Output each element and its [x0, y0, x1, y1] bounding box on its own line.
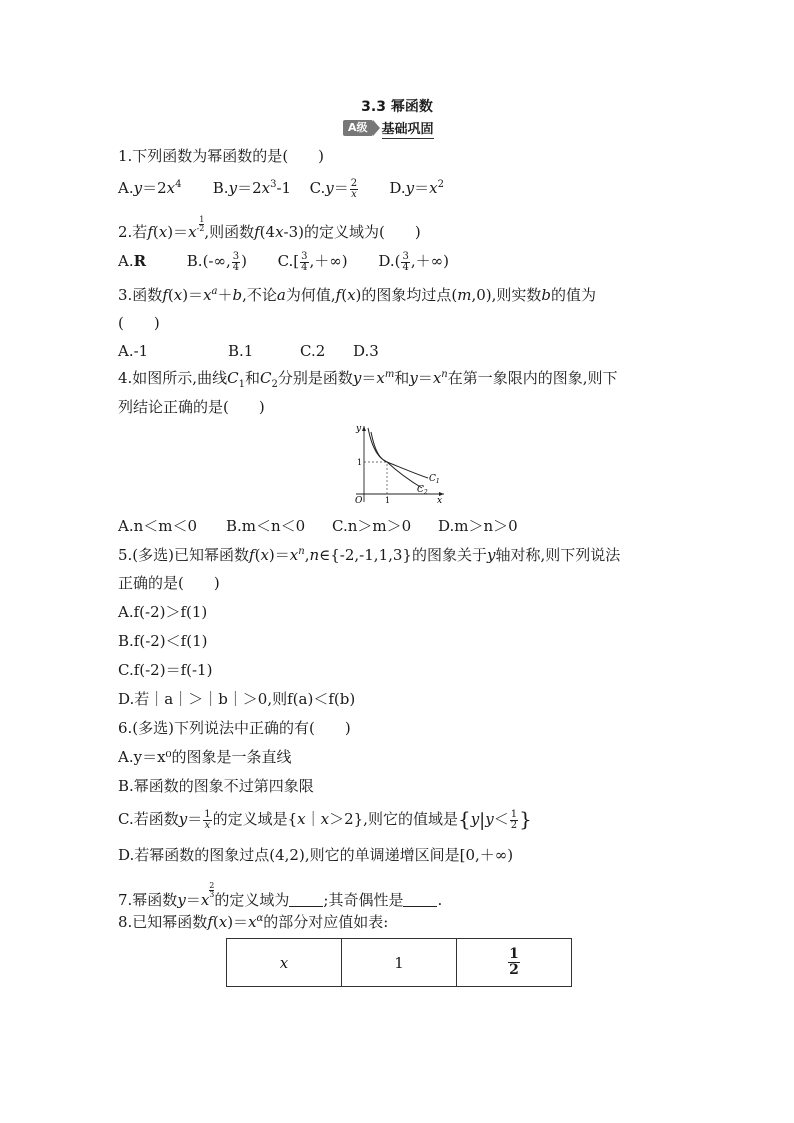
q5-option-b: B.f(-2)＜f(1) [118, 632, 208, 650]
q4-graph [350, 422, 446, 506]
q5-stem-line1: 5.(多选)已知幂函数$f(x)=x^n,n\in\{-2,-1,1,3\}$的图象关于y轴对称,则下列说法 [118, 546, 621, 564]
q6-stem: 6.(多选)下列说法中正确的有( ) [118, 719, 351, 737]
q3-options [118, 341, 379, 361]
section-title: 3.3 幂函数 [361, 99, 433, 115]
table-row [227, 939, 572, 987]
q7-stem: 7.幂函数y＝x $\frac{2}{3}$ 的定义域为 ;其奇偶性是 . [118, 881, 443, 909]
q2-option-a: A.R [118, 252, 147, 270]
q2-option-b: B.(-∞, $\frac{3}{4}$ ) [186, 250, 247, 273]
q3-option-b: B.1 [228, 342, 254, 360]
q1-option-c: C.y＝ $\frac{2}{x}$ [309, 177, 358, 200]
q8-stem: 8.已知幂函数$f(x)=x^\alpha$的部分对应值如表: [118, 913, 389, 931]
cell-x-text: x [279, 953, 289, 972]
q7-blank-domain[interactable] [289, 892, 323, 907]
q6-option-b: B.幂函数的图象不过第四象限 [118, 777, 314, 795]
q2-option-d: D.( $\frac{3}{4}$ ,＋∞) [378, 250, 449, 273]
q4-option-d: D.m＞n＞0 [438, 517, 518, 535]
q6-option-d: D.若幂函数的图象过点(4,2),则它的单调递增区间是[0,＋∞) [118, 846, 514, 864]
q1-option-d: $D.y=x^2$ [389, 179, 444, 197]
x-axis-label: x [437, 496, 443, 506]
y-axis-label: y [356, 424, 362, 434]
c1-sub: 1 [435, 478, 440, 485]
level-banner [343, 119, 434, 137]
y-axis-arrow [362, 426, 366, 431]
q1-option-a: $A.y=2x^4$ [118, 179, 182, 197]
q4-options [118, 516, 518, 536]
q4-stem-line1: 4.如图所示,曲线$C_1$和$C_2$分别是函数$y=x^m$和$y=x^n$在第一象限内的图象,则下 [118, 369, 618, 390]
q8-value-table [226, 938, 572, 987]
q5-option-c: C.f(-2)＝f(-1) [118, 661, 213, 679]
q4-option-a: A.n＜m＜0 [118, 517, 198, 535]
level-tag: A级 [343, 120, 373, 136]
q4-stem-line2: 列结论正确的是( ) [118, 398, 265, 416]
q7-blank-parity[interactable] [403, 892, 437, 907]
q3-stem-line1: 3.函数$f(x)=x^a+b$,不论a为何值,f(x)的图象均过点(m,0),则实数b的值为 [118, 286, 597, 304]
q2-options [118, 251, 449, 273]
q4-option-c: C.n＞m＞0 [332, 517, 412, 535]
c2-label: $C_2$ [417, 485, 428, 496]
q6-option-a: A.y＝x⁰的图象是一条直线 [118, 748, 292, 766]
c2-sub: 2 [423, 489, 428, 496]
q1-stem: 1.下列函数为幂函数的是( ) [118, 147, 325, 165]
level-text: 基础巩固 [382, 118, 434, 139]
q5-option-d: D.若｜a｜＞｜b｜＞0,则f(a)＜f(b) [118, 690, 356, 708]
table-cell-1: 1 [342, 939, 457, 987]
q3-option-c: C.2 [300, 342, 326, 360]
q2-option-c: C.[ $\frac{3}{4}$ ,＋∞) [277, 250, 348, 273]
table-cell-x [227, 939, 342, 987]
curve-c1 [368, 428, 428, 478]
table-cell-half: $\frac{1}{2}$ [457, 939, 572, 987]
tick-1-x: 1 [385, 496, 391, 505]
curve-c2 [371, 432, 422, 488]
q2-stem: 2.若f(x)＝x- $\frac{1}{2}$ ,则函数f(4x-3)的定义域为( ) [118, 215, 421, 241]
q4-option-b: B.m＜n＜0 [226, 517, 306, 535]
q5-option-a: A.f(-2)＞f(1) [118, 603, 208, 621]
q3-stem-line2: ( ) [118, 314, 160, 332]
q1-options [118, 178, 444, 200]
c1-label: $C_1$ [429, 474, 440, 485]
origin-label: O [355, 496, 363, 506]
tick-1-y: 1 [357, 458, 363, 467]
q3-option-a: A.-1 [118, 342, 149, 360]
q5-stem-line2: 正确的是( ) [118, 574, 220, 592]
q3-option-d: D.3 [353, 342, 379, 360]
q1-option-b: $B.y=2x^3-1$ [212, 179, 292, 197]
q6-option-c: C.若函数y＝ $\frac{1}{x}$ 的定义域是{x｜x＞2},则它的值域是{y|y＜ $\frac{1}{2}$ } [118, 807, 532, 831]
